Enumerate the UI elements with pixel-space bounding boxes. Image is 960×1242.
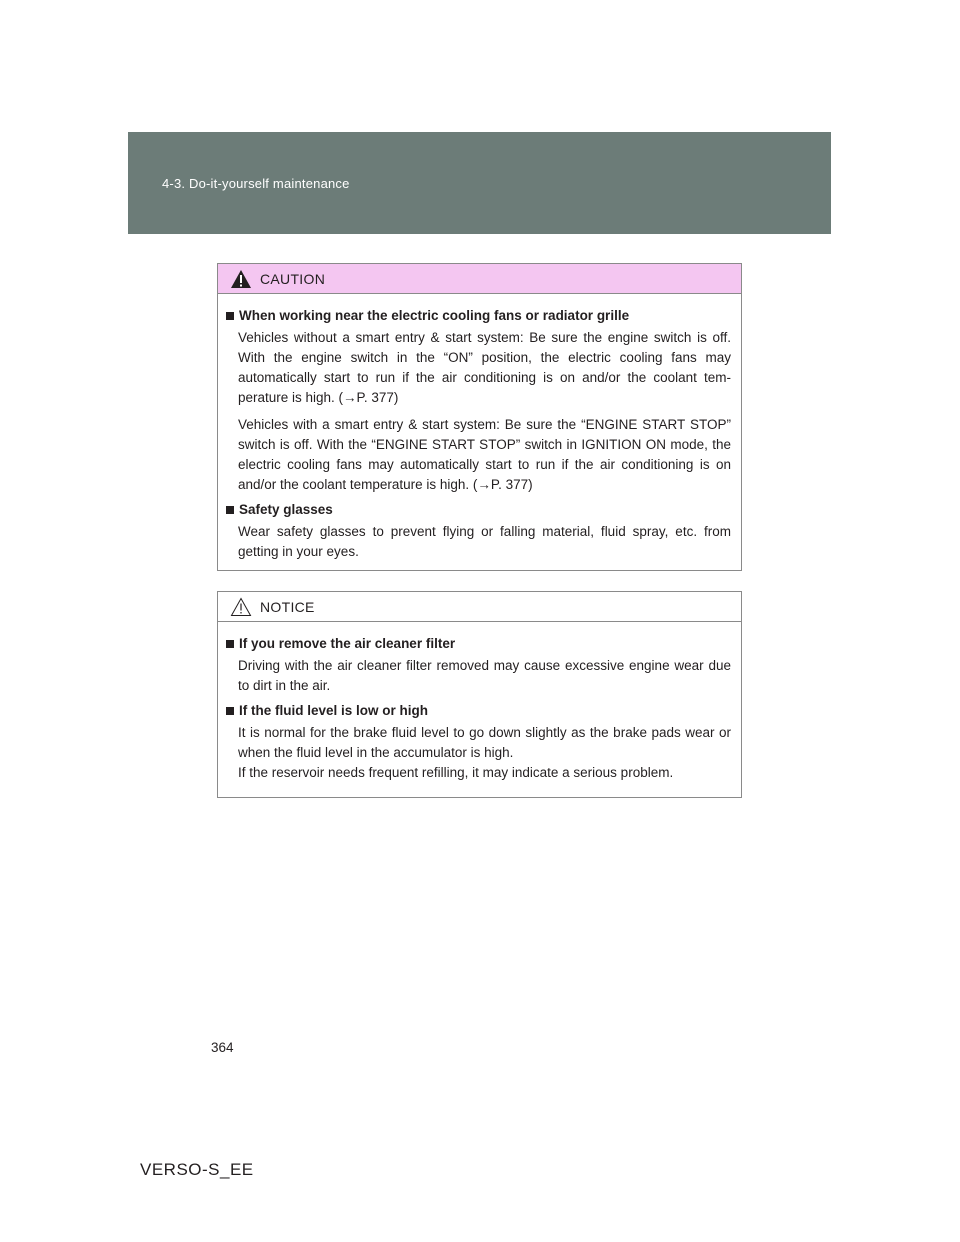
warning-triangle-outline-icon bbox=[230, 597, 252, 617]
notice-header bbox=[218, 592, 741, 622]
notice-paragraph: Driving with the air cleaner filter removed may cause excessive engine wear due to dirt in the air. bbox=[238, 658, 731, 693]
caution-paragraph: Wear safety glasses to prevent flying or falling material, fluid spray, etc. from getting in your eyes. bbox=[238, 524, 731, 559]
warning-triangle-icon bbox=[230, 269, 252, 289]
notice-body bbox=[218, 622, 741, 800]
caution-body bbox=[218, 294, 741, 579]
section-title: 4-3. Do-it-yourself maintenance bbox=[162, 176, 350, 191]
notice-paragraph: If the reservoir needs frequent refilling, it may indicate a serious problem. bbox=[238, 765, 674, 780]
square-bullet-icon bbox=[226, 707, 234, 715]
square-bullet-icon bbox=[226, 312, 234, 320]
caution-box bbox=[217, 263, 742, 571]
notice-item-title: If the fluid level is low or high bbox=[226, 703, 731, 718]
caution-item-title: Safety glasses bbox=[226, 502, 731, 517]
notice-item-title: If you remove the air cleaner filter bbox=[226, 636, 731, 651]
notice-box bbox=[217, 591, 742, 798]
square-bullet-icon bbox=[226, 640, 234, 648]
caution-item-title: When working near the electric cooling fans or radiator grille bbox=[226, 308, 731, 323]
notice-label: NOTICE bbox=[260, 598, 315, 615]
header-band bbox=[128, 132, 831, 234]
caution-paragraph: Vehicles without a smart entry & start system: Be sure the engine switch is off. With the engine switch in the “ON” position, the electric cooling fans may automatically start to run if the air conditioning is on and/or the coolant tem-perature is high. (→P. 377) bbox=[238, 330, 731, 405]
page-number: 364 bbox=[211, 1040, 234, 1055]
caution-label: CAUTION bbox=[260, 270, 326, 287]
caution-paragraph: Vehicles with a smart entry & start system: Be sure the “ENGINE START STOP” switch is off. With the “ENGINE START STOP” switch in IGNITION ON mode, the electric cooling fans may automatically start to run if the air conditioning is on and/or the coolant temperature is high. (→P. 377) bbox=[238, 417, 731, 492]
notice-paragraph: It is normal for the brake fluid level to go down slightly as the brake pads wear or when the fluid level in the accumulator is high. bbox=[238, 725, 731, 760]
model-code: VERSO-S_EE bbox=[140, 1160, 254, 1179]
caution-header bbox=[218, 264, 741, 294]
square-bullet-icon bbox=[226, 506, 234, 514]
